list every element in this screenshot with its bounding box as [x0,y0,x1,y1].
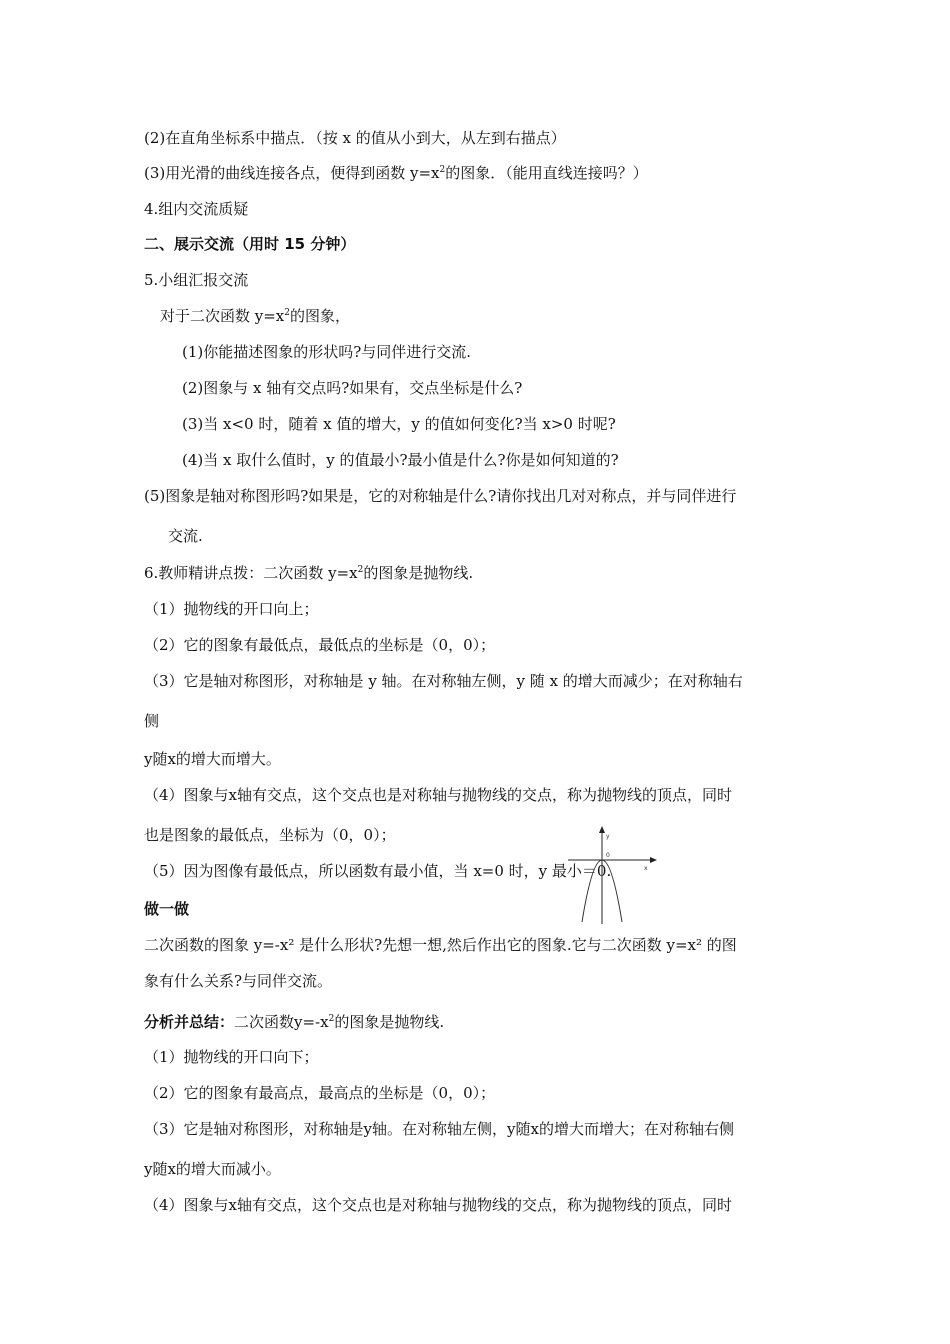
question-2: (2)图象与 x 轴有交点吗?如果有，交点坐标是什么? [182,379,523,397]
line-step-6: 6.教师精讲点拨：二次函数 $y=x^2$的图象是抛物线. [144,564,474,582]
summary-point-3-cont: y随x的增大而减小。 [144,1160,281,1178]
summary-line: 分析并总结：二次函数$y=-x^2$的图象是抛物线. [144,1013,445,1031]
line-step-5: 5.小组汇报交流 [144,271,249,289]
point-2: （2）它的图象有最低点，最低点的坐标是（0，0）； [144,636,496,654]
point-3-cont-2: y随x的增大而增大。 [144,750,281,768]
point-3: （3）它是轴对称图形，对称轴是 y 轴。在对称轴左侧，y 随 x 的增大而减少；在对称轴右 [144,672,743,690]
origin-label: 0 [606,852,610,859]
point-4-cont: 也是图象的最低点，坐标为（0，0）； [144,826,396,844]
question-1: (1)你能描述图象的形状吗?与同伴进行交流. [182,343,472,361]
question-3: (3)当 x<0 时，随着 x 值的增大，y 的值如何变化?当 x>0 时呢? [182,415,616,433]
x-axis-label: x [644,865,648,872]
question-5: (5)图象是轴对称图形吗?如果是，它的对称轴是什么?请你找出几对对称点，并与同伴进行 [144,487,737,505]
question-5-cont: 交流. [168,527,203,545]
point-3-cont: 侧 [144,712,160,730]
point-4: （4）图象与x轴有交点，这个交点也是对称轴与抛物线的交点，称为抛物线的顶点，同时 [144,786,733,804]
section-heading-2: 二、展示交流（用时 15 分钟） [144,235,356,253]
summary-point-2: （2）它的图象有最高点，最高点的坐标是（0，0）； [144,1084,496,1102]
y-axis-label: y [606,833,610,840]
section-heading-try: 做一做 [144,900,190,918]
point-1: （1）抛物线的开口向上； [144,600,319,618]
question-4: (4)当 x 取什么值时，y 的值最小?最小值是什么?你是如何知道的? [182,451,619,469]
line-step-2: (2)在直角坐标系中描点．（按 x 的值从小到大，从左到右描点） [144,129,566,147]
line-intro: 对于二次函数 $y=x^2$的图象， [160,307,351,325]
summary-point-4: （4）图象与x轴有交点，这个交点也是对称轴与抛物线的交点，称为抛物线的顶点，同时 [144,1196,733,1214]
parabola-graph [566,826,658,926]
line-step-3: (3)用光滑的曲线连接各点，便得到函数 $y=x^2$的图象．（能用直线连接吗？） [144,164,648,182]
summary-point-3: （3）它是轴对称图形，对称轴是y轴。在对称轴左侧，y随x的增大而增大；在对称轴右侧 [144,1120,734,1138]
line-step-4: 4.组内交流质疑 [144,200,249,218]
x-axis-arrow-icon [650,857,657,863]
point-5: （5）因为图像有最低点，所以函数有最小值，当 x=0 时，y 最小＝0. [144,862,612,880]
y-axis-arrow-icon [599,826,605,833]
try-question: 二次函数的图象 y=-x² 是什么形状?先想一想,然后作出它的图象.它与二次函数 y=x² 的图 [144,936,737,954]
summary-point-1: （1）抛物线的开口向下； [144,1048,319,1066]
try-question-cont: 象有什么关系?与同伴交流。 [144,972,333,990]
